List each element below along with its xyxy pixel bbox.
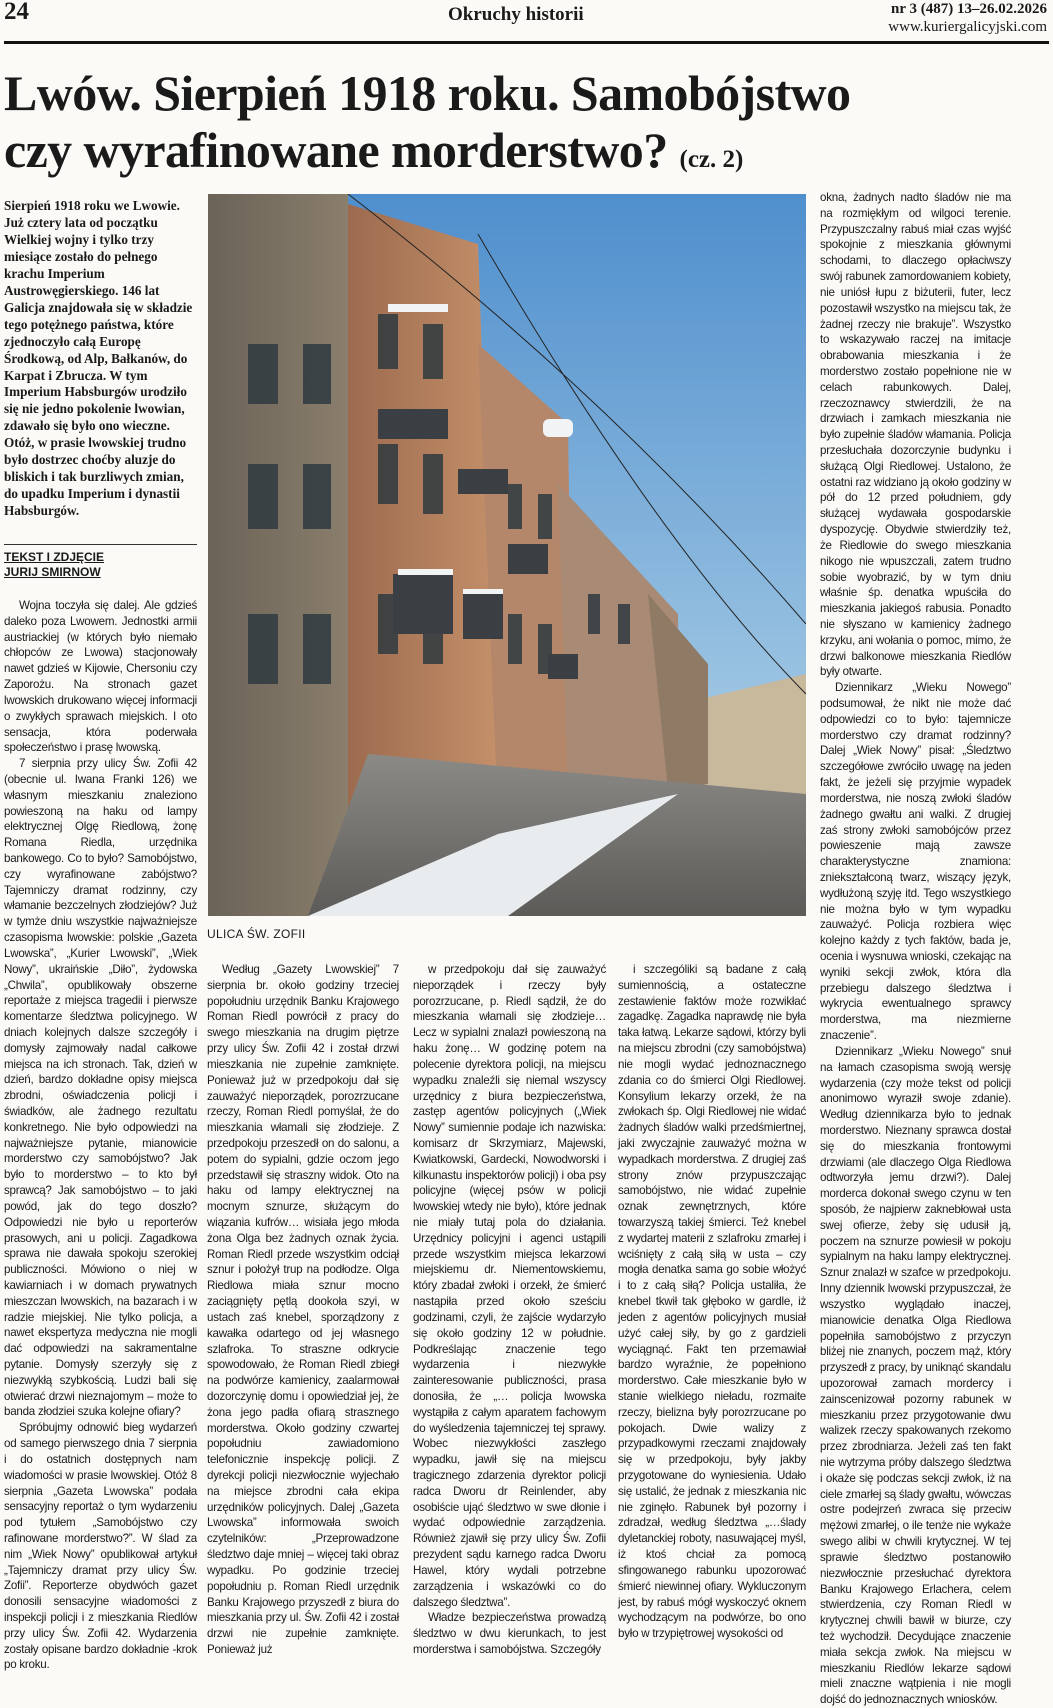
street-photo (208, 194, 806, 916)
paragraph: Władze bezpieczeństwa prowadzą śledztwo w dwu kierunkach, to jest morderstwa i samobójstwa. Szczegóły (413, 1611, 606, 1656)
paragraph: okna, żadnych nadto śladów nie ma na rozmiękłym od wilgoci terenie. Przypuszczalny rabuś miał czas wyjść spokojnie z mieszkania głównymi schodami, to dlaczego opłaciwszy swój rabunek zamordowaniem kobiety, nie uniósł łupu z biżuterii, futer, lecz pozostawił wszystko na miejscu tak, że żadnej rzeczy nie brakuje”. Wszystko to wskazywało raczej na imitacje obrabowania mieszkania i że morderstwo zostało popełnione nie w celach rabunkowych. Dalej, rzeczoznawcy stwierdzili, że na drzwiach i zamkach mieszkania nie było zupełnie śladów włamania. Policja przesłuchała dozorczynie budynku i służącą Olgi Riedlowej. Ustalono, że ostatni raz widziano ją około godziny w pół do 12 przed południem, gdy służącej wydawała gospodarskie dyspozycję. Obydwie stwierdziły też, że Riedlowie do swego mieszkania nikogo nie wpuszczali, zatem trudno sobie wyobrazić, by w tym dniu właśnie śp. denatka wpuściła do mieszkania jakiegoś rabusia. Ponadto nie słyszano w kamienicy żadnego krzyku, ani wołania o pomoc, mimo, że drzwi balkonowe mieszkania Riedlów były otwarte. (820, 191, 1011, 679)
paragraph: w przedpokoju dał się zauważyć nieporządek i rzeczy były porozrzucane, p. Riedl sądził, że do mieszkania włamali się złodzieje… Lecz w sypialni znalazł powieszoną na haku żonę… W godzinę potem na polecenie dyrektora policji, na miejscu wypadku znaleźli się niemal wszyscy urzędnicy z biura bezpieczeństwa, zastęp agentów policyjnych („Wiek Nowy” sumiennie podaje ich nazwiska: komisarz dr Skrzymiarz, Majewski, Kwiatkowski, Gardecki, Nowodworski i kilkunastu inspektorów policji) i oba psy policyjne (więcej psów w policji lwowskiej wtedy nie było), które jednak nie miały tutaj pola do działania. Urzędnicy policyjni i agenci ustąpili przede wszystkim miejsca lekarzowi miejskiemu dr. Niementowskiemu, który zbadał zwłoki i orzekł, że śmierć nastąpiła przed około sześciu godzinami, czyli, że zajście wydarzyło się około godziny 12 w południe. Podkreślając znaczenie tego wydarzenia i niezwykłe zainteresowanie publiczności, prasa donosiła, że „… policja lwowska wystąpiła z całym aparatem fachowym do wyśledzenia tajemniczej tej sprawy. Wobec niezwykłości zaszłego wypadku, jawił się na miejscu tragicznego zdarzenia dyrektor policji radca Dworu dr Reinlender, aby osobiście ująć śledztwo w swe dłonie i wydać odpowiednie zarządzenia. Również zjawił się przy ulicy Św. Zofii prezydent sądu karnego radca Dworu Hawel, który wydali potrzebne zarządzenia i wskazówki co do dalszego śledztwa”. (413, 963, 606, 1609)
text-column-3 (413, 962, 606, 1658)
text-column-2 (207, 962, 399, 1658)
paragraph: Dziennikarz „Wieku Nowego” podsumował, że nikt nie może dać odpowiedzi co to było: tajemnicze morderstwo czy dramat rodzinny? Dalej „Wiek Nowy” pisał: „Śledztwo szczegółowe zwróciło uwagę na jeden fakt, że jeżeli się przyjmie wypadek morderstwa, nie noszą zwłoki śladów żadnego gwałtu ani walki. Z drugiej zaś strony zwłoki samobójców przez powieszenie mają zawsze charakterystyczne znamiona: zniekształconą twarz, wiszący język, wydłużoną szyję itd. Tego wszystkiego nie można było w tym wypadku zauważyć. Policja rozbiera więc kolejno każdy z tych faktów, bada je, ocenia i wysnuwa wnioski, czekając na wyniki sekcji zwłok, która dla przebiegu dalszego śledztwa i wykrycia ewentualnego sprawcy morderstwa, ma niezmierne znaczenie”. (820, 681, 1011, 1043)
author-label: TEKST I ZDJĘCIE (4, 550, 105, 564)
headline-part: (cz. 2) (679, 146, 744, 173)
section-title: Okruchy historii (448, 4, 584, 25)
page-number: 24 (4, 0, 29, 25)
author-name: JURIJ SMIRNOW (4, 565, 101, 580)
header-rule (4, 41, 1049, 44)
text-column-5 (820, 190, 1011, 1708)
headline-line-2-text: czy wyrafinowane morderstwo? (4, 122, 668, 178)
article-headline (4, 65, 1049, 188)
paragraph: Spróbujmy odnowić bieg wydarzeń od samego pierwszego dnia 7 sierpnia i do ostatnich dostępnych nam wiadomości w prasie lwowskiej. Otóż 8 sierpnia „Gazeta Lwowska” podała sensacyjny reportaż o tym wydarzeniu pod tytułem „Samobójstwo czy rafinowane morderstwo?”. W ślad za nim „Wiek Nowy” opublikował artykuł „Tajemniczy dramat przy ulicy Św. Zofii”. Reporterze obydwóch gazet donosili sensacyjne wiadomości z inspekcji policji i z mieszkania Riedlów przy ulicy Św. Zofii 42. Wydarzenia zostały opisane bardzo dokładnie -krok po kroku. (4, 1421, 197, 1672)
text-column-1 (4, 598, 197, 1673)
paragraph: Według „Gazety Lwowskiej” 7 sierpnia br. około godziny trzeciej popołudniu urzędnik Banku Krajowego Roman Riedl powrócił z pracy do swego mieszkania na drugim piętrze przy ulicy Św. Zofii 42 i został drzwi mieszkania nie zupełnie zamknięte. Ponieważ już w przedpokoju dał się zauważyć nieporządek, porozrzucane rzeczy, Roman Riedl pomyślał, że do mieszkania włamali się złodzieje. Z przedpokoju przeszedł on do salonu, a potem do sypialni, gdzie oczom jego przedstawił się straszny widok. Oto na haku od lampy elektrycznej na mocnym sznurze, służącym do wiązania kufrów… wisiała jego młoda żona Olga bez żadnych oznak życia. Roman Riedl przede wszystkim odciął sznur i położył trup na podłodze. Olga Riedlowa miała sznur mocno zaciągnięty pętlą dookoła szyi, w ustach zaś knebel, sporządzony z kawałka odartego od jej własnego szlafroka. To straszne odkrycie spowodowało, że Roman Riedl zbiegł na podwórze kamienicy, zaalarmował dozorczynię domu i opowiedział jej, że żona jego padła ofiarą strasznego morderstwa. Około godziny czwartej popołudniu zawiadomiono telefonicznie inspekcję policji. Z dyrekcji policji niezwłocznie wyjechało na miejsce zbrodni cała ekipa urzędników policyjnych. Dalej „Gazeta Lwowska” informowała swoich czytelników: „Przeprowadzone śledztwo daje mniej – więcej taki obraz wypadku. Po godzinie trzeciej popołudniu p. Roman Riedl urzędnik Banku Krajowego przyszedł z biura do mieszkania przy ul. Św. Zofii 42 i został drzwi nie zupełnie zamknięte. Ponieważ już (207, 963, 399, 1656)
paragraph: 7 sierpnia przy ulicy Św. Zofii 42 (obecnie ul. Iwana Franki 126) we własnym mieszkaniu znaleziono powieszoną na haku od lampy elektrycznej Olgę Riedlową, żonę Romana Riedla, urzędnika bankowego. Co to było? Samobójstwo, czy wyrafinowane zabójstwo? Tajemniczy dramat rodzinny, czy włamanie bezczelnych złodziejów? Już w tymże dniu wszystkie najważniejsze czasopisma lwowskie: polskie „Gazeta Lwowska”, „Kurier Lwowski”, „Wiek Nowy”, ukraińskie „Diło”, żydowska „Chwila”, opublikowały obszerne reportaże z miejsca tragedii i pierwsze komentarze śledztwa policyjnego. W dniach kolejnych dalsze szczegóły i domysły zajmowały nadal całkowe miejsca na ich stronach. Tak, dzień w dzień, bardzo dokładne opisy miejsca zbrodni, oświadczenia policji i świadków, ale żadnego rezultatu konkretnego. Nie było odpowiedzi na najważniejsze pytanie, mianowicie morderstwo czy samobójstwo? Jak było to morderstwo – to kto był sprawcą? Jak samobójstwo – to jaki powód, jak do tego doszło? Odpowiedzi nie było u reporterów prasowych, ani u policji. Zagadkowa sprawa nie dawała spokoju szerokiej publiczności. Mówiono o niej w kawiarniach i w domach prywatnych mieszczan lwowskich, na bazarach i w radzie miejskiej. Nie tylko policja, a nawet ekspertyza medyczna nie mogli dać odpowiedzi na sakramentalne pytanie. Domysły szerzyły się z niezwykłą szybkością. Ludzi bali się otwierać drzwi nieznajomym – może to banda złodziei szuka kolejne ofiary? (4, 757, 197, 1419)
headline-line-1: Lwów. Sierpień 1918 roku. Samobójstwo (4, 65, 851, 121)
author-credit (4, 550, 197, 581)
paragraph: Wojna toczyła się dalej. Ale gdzieś daleko poza Lwowem. Jednostki armii austriackiej (w których było niemało chłopców ze Lwowa) stacjonowały nawet gdzieś w Kijowie, Chersoniu czy Zaporożu. Na stronach gazet lwowskich drukowano więcej informacji o zwykłych sprawach miejskich. I oto sensacja, która poderwała społeczeństwo i prasę lwowską. (4, 599, 197, 755)
text-column-4 (618, 962, 806, 1642)
author-divider (4, 544, 197, 545)
paragraph: i szczególiki są badane z całą sumiennością, a ostateczne zestawienie faktów może rozwikłać zagadkę. Zagadka naprawdę nie była taka łatwą. Lekarze sądowi, którzy byli na miejscu zbrodni (czy samobójstwa) nie mogli wydać jednoznacznego zdania co do śmierci Olgi Riedlowej. Konsylium lekarzy orzekł, że na zwłokach śp. Olgi Riedlowej nie widać żadnych śladów walki przedśmiertnej, jaki zwyczajnie zauważyć można w wypadkach morderstwa. Z drugiej zaś strony znów przypuszczając samobójstwo, nie widać zupełnie oznak zewnętrznych, które towarzyszą takiej śmierci. Też knebel z wydartej materii z szlafroku zmarłej i wciśnięty z całą siłą w usta – czy mogła denatka sama go sobie włożyć i to z całą siłą? Policja ustaliła, że knebel tkwił tak głęboko w gardle, iż jeden z agentów policyjnych musiał użyć całej siły, by go z gardzieli wyciągnąć. Fakt ten przemawiał bardzo wyraźnie, że popełniono morderstwo. Całe mieszkanie było w stanie wielkiego nieładu, rozmaite rzeczy, bielizna były porozrzucane po pokojach. Dwie walizy z przypadkowymi rzeczami znajdowały się w przedpokoju, były jakby przygotowane do wyniesienia. Udało się ustalić, że jednak z mieszkania nic nie zginęło. Rabunek był pozorny i zdradzał, według śledztwa „…ślady dyletanckiej roboty, nasuwającej myśl, iż ktoś chciał za pomocą sfingowanego rabunku upozorować śmierć niewinnej ofiary. Wykluczonym jest, by rabuś mógł wyskoczyć oknem wychodzącym na podwórze, bo ono było w trzypiętrowej wysokości od (618, 963, 806, 1641)
paragraph: Dziennikarz „Wieku Nowego” snuł na łamach czasopisma swoją wersję wydarzenia (czy może tekst od policji anonimowo wyraził swoje zdanie). Według dziennikarza było to jednak morderstwo. Nieznany sprawca dostał się do mieszkania frontowymi drzwiami (ale dlaczego Olga Riedlowa odtworzyła jemu drzwi?). Dalej morderca dokonał swego czynu w ten sposób, że najpierw zaknebłował usta swej ofierze, żeby się udusił ją, poczem na sznurze powiesił w pokoju sypialnym na haku lampy elektrycznej. Sznur znalazł w szafce w przedpokoju. Inny dziennik lwowski przypuszczał, że wszystko wyglądało inaczej, mianowicie denatka Olga Riedlowa popełniła samobójstwo z przyczyn bliżej nie znanych, poczem mąż, który przyszedł z pracy, by uniknąć skandalu upozorował zamach mordercy i zainscenizował pozorny rabunek w mieszkaniu przez przygotowanie dwu walizek rzeczy spakowanych rzekomo przez zbrodniarza. Jeżeli zaś ten fakt nie wytrzyma próby dalszego śledztwa i okaże się podczas sekcji zwłok, iż na ciele zmarłej są ślady gwałtu, wówczas ostre podejrzeń zwraca się przeciw mężowi zmarłej, o ile tenże nie wykaże swego alibi w chwili krytycznej. W tej sprawie śledztwo postanowiło niezwłocznie przesłuchać dyrektora Banku Krajowego Erlachera, celem stwierdzenia, czy Roman Riedl w krytycznej chwili bawił w biurze, czy też wychodził. Decydujące znaczenie miała sekcja zwłok. Na miejscu w mieszkaniu Riedlów lekarze sądowi mieli znaczne wątpienia i nie mogli dojść do jednoznacznych wniosków. (820, 1044, 1011, 1707)
website-url[interactable]: www.kuriergalicyjski.com (888, 19, 1047, 35)
photo-caption: ULICA ŚW. ZOFII (207, 927, 306, 941)
issue-number: nr 3 (487) 13–26.02.2026 (891, 1, 1047, 17)
article-lead: Sierpień 1918 roku we Lwowie. Już cztery lata od początku Wielkiej wojny i tylko trzy miesiące zostało do pełnego krachu Imperium Austrowęgierskiego. 146 lat Galicja znajdowała się w składzie tego potężnego państwa, które zjednoczyło całą Europę Środkową, od Alp, Bałkanów, do Karpat i Zbrucza. W tym Imperium Habsburgów urodziło się nie jedno pokolenie lwowian, zdawało się było ono wieczne. Otóż, w prasie lwowskiej trudno było dostrzec choćby aluzje do bliskich i tak burzliwych zmian, do upadku Imperium i dynastii Habsburgów. (4, 198, 193, 519)
headline-line-2 (4, 122, 1049, 188)
